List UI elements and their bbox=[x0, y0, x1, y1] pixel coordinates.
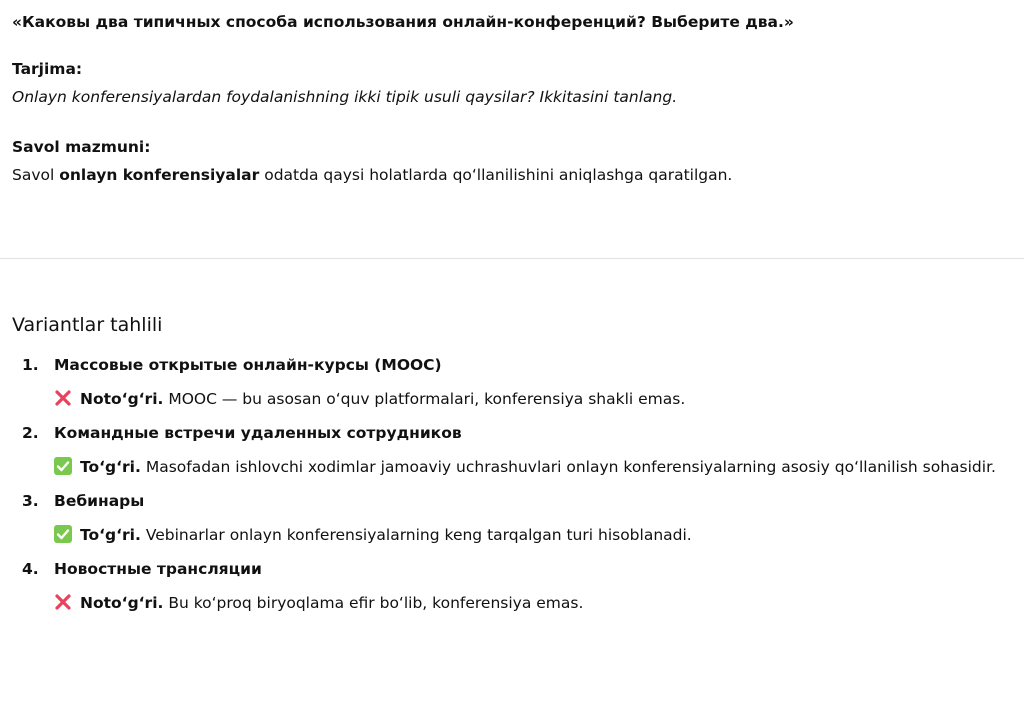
check-icon bbox=[54, 525, 72, 543]
option-title: Командные встречи удаленных сотрудников bbox=[54, 424, 462, 442]
option-item bbox=[22, 556, 1002, 618]
translation-label: Tarjima: bbox=[12, 60, 83, 78]
explanation-text: Vebinarlar onlayn konferensiyalarning keng tarqalgan turi hisoblanadi. bbox=[140, 526, 692, 544]
section-divider bbox=[0, 258, 1024, 259]
option-title-row bbox=[22, 352, 1002, 378]
meaning-label: Savol mazmuni: bbox=[12, 138, 151, 156]
option-title: Новостные трансляции bbox=[54, 560, 262, 578]
verdict-label: Toʻgʻri. bbox=[80, 458, 141, 476]
check-icon bbox=[54, 457, 72, 475]
verdict-label: Toʻgʻri. bbox=[80, 526, 141, 544]
option-number: 1. bbox=[22, 356, 39, 374]
meaning-text-after: odatda qaysi holatlarda qoʻllanilishini aniqlashga qaratilgan. bbox=[259, 166, 733, 184]
option-item bbox=[22, 488, 1002, 550]
option-title-row bbox=[22, 420, 1002, 446]
explanation-text: MOOC — bu asosan oʻquv platformalari, konferensiya shakli emas. bbox=[163, 390, 686, 408]
answer-content bbox=[12, 8, 1012, 190]
verdict-label: Notoʻgʻri. bbox=[80, 594, 164, 612]
option-number: 2. bbox=[22, 424, 39, 442]
option-title: Массовые открытые онлайн-курсы (MOOC) bbox=[54, 356, 442, 374]
explanation-text: Masofadan ishlovchi xodimlar jamoaviy uchrashuvlari onlayn konferensiyalarning asosiy qoʻllanilish sohasidir. bbox=[140, 458, 996, 476]
meaning-text-bold: onlayn konferensiyalar bbox=[59, 166, 260, 184]
cross-icon bbox=[54, 593, 72, 611]
option-explanation bbox=[54, 452, 1002, 482]
options-list bbox=[22, 352, 1002, 624]
verdict-label: Notoʻgʻri. bbox=[80, 390, 164, 408]
meaning-text-before: Savol bbox=[12, 166, 60, 184]
question-text: «Каковы два типичных способа использования онлайн-конференций? Выберите два.» bbox=[12, 13, 794, 31]
meaning-text bbox=[12, 160, 1012, 190]
cross-icon bbox=[54, 389, 72, 407]
analysis-heading: Variantlar tahlili bbox=[12, 314, 163, 336]
option-title: Вебинары bbox=[54, 492, 145, 510]
option-item bbox=[22, 352, 1002, 414]
option-number: 3. bbox=[22, 492, 39, 510]
option-explanation bbox=[54, 384, 1002, 414]
option-title-row bbox=[22, 556, 1002, 582]
option-explanation bbox=[54, 588, 1002, 618]
explanation-text: Bu koʻproq biryoqlama efir boʻlib, konferensiya emas. bbox=[163, 594, 584, 612]
option-item bbox=[22, 420, 1002, 482]
option-number: 4. bbox=[22, 560, 39, 578]
translation-text: Onlayn konferensiyalardan foydalanishning ikki tipik usuli qaysilar? Ikkitasini tanlang. bbox=[12, 88, 678, 106]
option-explanation bbox=[54, 520, 1002, 550]
option-title-row bbox=[22, 488, 1002, 514]
